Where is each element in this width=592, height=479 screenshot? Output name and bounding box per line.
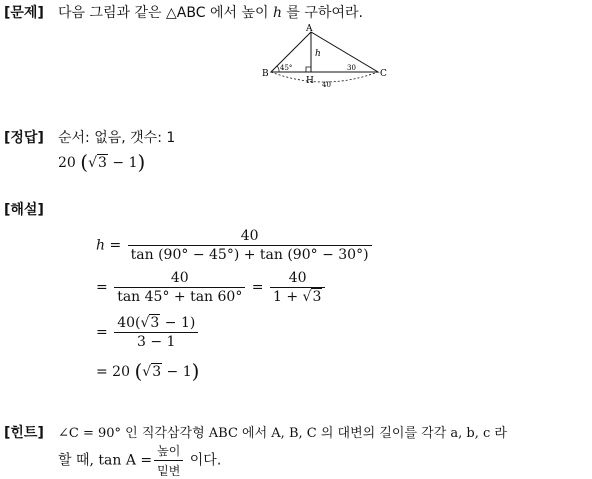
hint-line2-pre: 할 때, tan A = [58, 452, 153, 469]
solution-line4 [96, 359, 199, 383]
solution-line4-open: ( [134, 359, 143, 383]
answer-rest: − 1 [107, 155, 138, 171]
answer-sqrt-sign: √ [88, 155, 98, 171]
solution-line3-fraction [114, 315, 198, 350]
solution-line4-close: ) [191, 359, 200, 383]
right-angle-mark [306, 67, 311, 72]
answer-line2 [58, 150, 145, 174]
problem-text-before: 다음 그림과 같은 △ABC 에서 높이 [58, 5, 273, 21]
vertex-a-label: A [306, 24, 313, 34]
solution-line4-radicand: 3 [152, 364, 162, 380]
solution-line3-num-post: − 1) [160, 315, 196, 331]
hint-frac-num: 높이 [157, 444, 181, 458]
solution-line3-eq: = [96, 324, 108, 341]
solution-label: [해설] [4, 202, 44, 218]
solution-line2-eq: = [96, 279, 108, 296]
solution-line2b-fraction [270, 270, 325, 305]
hint-fraction [154, 442, 183, 479]
vertex-c-label: C [380, 69, 387, 79]
hint-line1: ∠C = 90° 인 직각삼각형 ABC 에서 A, B, C 의 대변의 길이를 각각 a, b, c 라 [58, 426, 507, 441]
angle-c-label: 30 [347, 64, 356, 72]
solution-line2-den: tan 45° + tan 60° [114, 287, 245, 305]
hint-frac-den: 밑변 [154, 460, 183, 479]
problem-text-after: 를 구하여라. [281, 5, 363, 21]
solution-line2b-radicand: 3 [312, 289, 322, 305]
foot-h-label: H [306, 76, 314, 86]
base-length-label: 40 [322, 81, 331, 89]
solution-line4-eq: = 20 [96, 364, 130, 380]
solution-line3-den: 3 − 1 [114, 332, 198, 350]
height-h-label: h [315, 49, 321, 59]
solution-line2-fraction [114, 270, 245, 305]
angle-b-label: 45° [280, 64, 293, 72]
solution-line1-fraction [128, 228, 372, 263]
solution-line1-lhs: h = [96, 237, 122, 254]
answer-label: [정답] [4, 130, 44, 146]
solution-line2-eq2: = [251, 279, 264, 296]
solution-line2b-den [270, 287, 325, 305]
solution-line3-radicand: 3 [150, 315, 160, 331]
solution-line1-num: 40 [240, 228, 259, 244]
solution-line2b-num: 40 [288, 270, 307, 286]
hint-label: [힌트] [4, 425, 44, 441]
answer-radicand: 3 [98, 155, 107, 171]
answer-line1: 순서: 없음, 갯수: 1 [58, 130, 176, 146]
solution-line2b-den-pre: 1 + [272, 289, 303, 305]
solution-line4-sqrt-sign: √ [142, 364, 152, 380]
solution-line1 [96, 228, 374, 263]
triangle-figure [258, 22, 394, 92]
vertex-b-label: B [262, 69, 269, 79]
solution-line3-num [114, 315, 198, 332]
angle-b-arc [277, 66, 279, 72]
solution-line3 [96, 315, 200, 350]
answer-pre: 20 [58, 155, 76, 171]
solution-line3-sqrt-sign: √ [140, 315, 150, 331]
hint-line2 [58, 442, 221, 479]
answer-close-paren: ) [137, 150, 146, 174]
problem-var-h: h [272, 5, 282, 21]
problem-label: [문제] [4, 5, 44, 21]
problem-text [58, 2, 363, 22]
solution-line1-den: tan (90° − 45°) + tan (90° − 30°) [128, 245, 372, 263]
solution-line2-num: 40 [170, 270, 189, 286]
solution-line3-num-pre: 40( [117, 315, 141, 331]
solution-line2b-sqrt-sign: √ [302, 289, 312, 305]
solution-line4-rest: − 1 [162, 364, 192, 380]
hint-line2-post: 이다. [185, 452, 222, 469]
solution-line2 [96, 270, 327, 305]
answer-open-paren: ( [80, 150, 89, 174]
